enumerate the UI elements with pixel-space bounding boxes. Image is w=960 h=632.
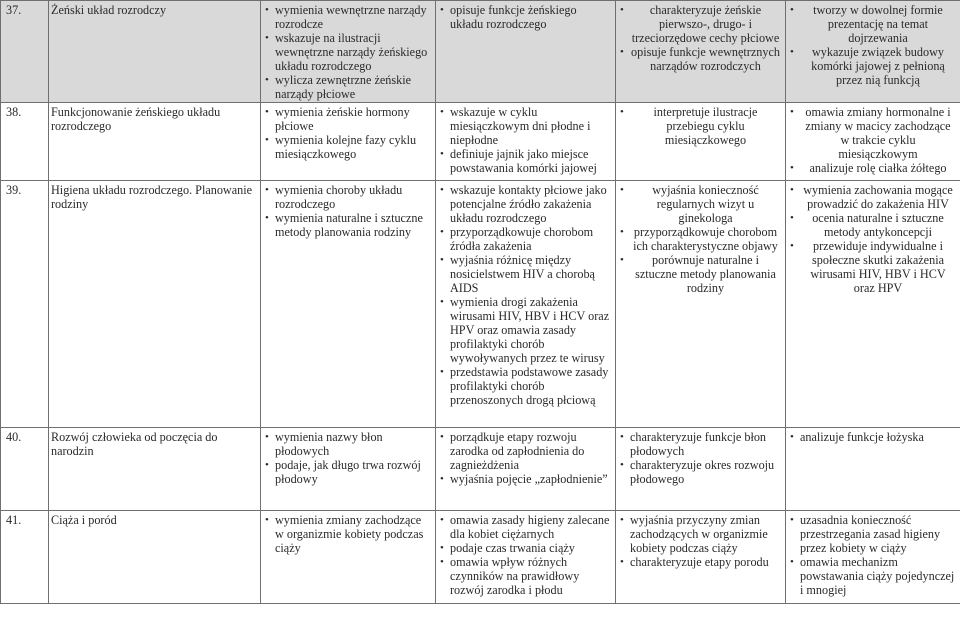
lesson-topic: Żeński układ rozrodczy — [49, 1, 261, 103]
list-item: • podaje czas trwania ciąży — [440, 541, 611, 555]
requirements-cell — [786, 1, 960, 103]
requirements-cell — [786, 181, 960, 428]
list-item: • charakteryzuje żeńskie pierwszo-, drugo- i trzeciorzędowe cechy płciowe — [620, 3, 781, 45]
list-item: • wymienia nazwy błon płodowych — [265, 430, 431, 458]
requirements-cell — [786, 428, 960, 511]
table-row — [1, 511, 960, 604]
list-item: • omawia zmiany hormonalne i zmiany w macicy zachodzące w trakcie cyklu miesiączkowym — [790, 105, 956, 161]
list-item: • przewiduje indywidualne i społeczne skutki zakażenia wirusami HIV, HBV i HCV oraz HPV — [790, 239, 956, 295]
list-item: • wskazuje na ilustracji wewnętrzne narządy żeńskiego układu rozrodczego — [265, 31, 431, 73]
requirements-cell — [436, 511, 616, 604]
list-item: • wymienia zmiany zachodzące w organizmie kobiety podczas ciąży — [265, 513, 431, 555]
requirements-cell — [616, 181, 786, 428]
list-item: • omawia wpływ różnych czynników na prawidłowy rozwój zarodka i płodu — [440, 555, 611, 597]
requirements-cell — [436, 103, 616, 181]
list-item: • charakteryzuje etapy porodu — [620, 555, 781, 569]
list-item: • wymienia wewnętrzne narządy rozrodcze — [265, 3, 431, 31]
table-row — [1, 1, 960, 103]
list-item: • wylicza zewnętrzne żeńskie narządy płciowe — [265, 73, 431, 101]
lesson-topic: Rozwój człowieka od poczęcia do narodzin — [49, 428, 261, 511]
requirements-cell — [436, 181, 616, 428]
requirements-cell — [616, 511, 786, 604]
requirements-cell — [786, 103, 960, 181]
list-item: • wyjaśnia różnicę między nosicielstwem HIV a chorobą AIDS — [440, 253, 611, 295]
requirements-cell — [616, 428, 786, 511]
requirements-cell — [786, 511, 960, 604]
list-item: • przyporządkowuje chorobom źródła zakażenia — [440, 225, 611, 253]
list-item: • uzasadnia konieczność przestrzegania zasad higieny przez kobiety w ciąży — [790, 513, 956, 555]
table-row — [1, 428, 960, 511]
list-item: • wymienia choroby układu rozrodczego — [265, 183, 431, 211]
list-item: • wyjaśnia konieczność regularnych wizyt u ginekologa — [620, 183, 781, 225]
lesson-topic: Ciąża i poród — [49, 511, 261, 604]
requirements-cell — [261, 428, 436, 511]
requirements-cell — [436, 428, 616, 511]
table-row — [1, 103, 960, 181]
requirements-cell — [261, 181, 436, 428]
requirements-cell — [261, 1, 436, 103]
list-item: • porządkuje etapy rozwoju zarodka od zapłodnienia do zagnieżdżenia — [440, 430, 611, 472]
list-item: • omawia mechanizm powstawania ciąży pojedynczej i mnogiej — [790, 555, 956, 597]
requirements-cell — [616, 103, 786, 181]
requirements-cell — [261, 511, 436, 604]
list-item: • wymienia zachowania mogące prowadzić do zakażenia HIV — [790, 183, 956, 211]
list-item: • przyporządkowuje chorobom ich charakterystyczne objawy — [620, 225, 781, 253]
list-item: • podaje, jak długo trwa rozwój płodowy — [265, 458, 431, 486]
list-item: • analizuje funkcje łożyska — [790, 430, 956, 444]
lesson-topic: Higiena układu rozrodczego. Planowanie rodziny — [49, 181, 261, 428]
list-item: • wykazuje związek budowy komórki jajowej z pełnioną przez nią funkcją — [790, 45, 956, 87]
list-item: • definiuje jajnik jako miejsce powstawania komórki jajowej — [440, 147, 611, 175]
list-item: • przedstawia podstawowe zasady profilaktyki chorób przenoszonych drogą płciową — [440, 365, 611, 407]
list-item: • wymienia drogi zakażenia wirusami HIV, HBV i HCV oraz HPV oraz omawia zasady profilaktyki chorób wywoływanych przez te wirusy — [440, 295, 611, 365]
list-item: • omawia zasady higieny zalecane dla kobiet ciężarnych — [440, 513, 611, 541]
list-item: • wymienia żeńskie hormony płciowe — [265, 105, 431, 133]
list-item: • wskazuje kontakty płciowe jako potencjalne źródło zakażenia układu rozrodczego — [440, 183, 611, 225]
lesson-number: 40. — [1, 428, 49, 511]
lesson-number: 39. — [1, 181, 49, 428]
list-item: • analizuje rolę ciałka żółtego — [790, 161, 956, 175]
lesson-number: 37. — [1, 1, 49, 103]
requirements-cell — [616, 1, 786, 103]
list-item: • wymienia naturalne i sztuczne metody planowania rodziny — [265, 211, 431, 239]
lesson-number: 38. — [1, 103, 49, 181]
list-item: • opisuje funkcje żeńskiego układu rozrodczego — [440, 3, 611, 31]
list-item: • ocenia naturalne i sztuczne metody antykoncepcji — [790, 211, 956, 239]
requirements-cell — [261, 103, 436, 181]
requirements-cell — [436, 1, 616, 103]
list-item: • charakteryzuje funkcje błon płodowych — [620, 430, 781, 458]
list-item: • porównuje naturalne i sztuczne metody planowania rodziny — [620, 253, 781, 295]
list-item: • opisuje funkcje wewnętrznych narządów rozrodczych — [620, 45, 781, 73]
list-item: • wyjaśnia przyczyny zmian zachodzących w organizmie kobiety podczas ciąży — [620, 513, 781, 555]
list-item: • wymienia kolejne fazy cyklu miesiączkowego — [265, 133, 431, 161]
list-item: • tworzy w dowolnej formie prezentację na temat dojrzewania — [790, 3, 956, 45]
table-row — [1, 181, 960, 428]
list-item: • interpretuje ilustracje przebiegu cyklu miesiączkowego — [620, 105, 781, 147]
list-item: • wyjaśnia pojęcie „zapłodnienie” — [440, 472, 611, 486]
lesson-topic: Funkcjonowanie żeńskiego układu rozrodczego — [49, 103, 261, 181]
list-item: • wskazuje w cyklu miesiączkowym dni płodne i niepłodne — [440, 105, 611, 147]
list-item: • charakteryzuje okres rozwoju płodowego — [620, 458, 781, 486]
lesson-number: 41. — [1, 511, 49, 604]
